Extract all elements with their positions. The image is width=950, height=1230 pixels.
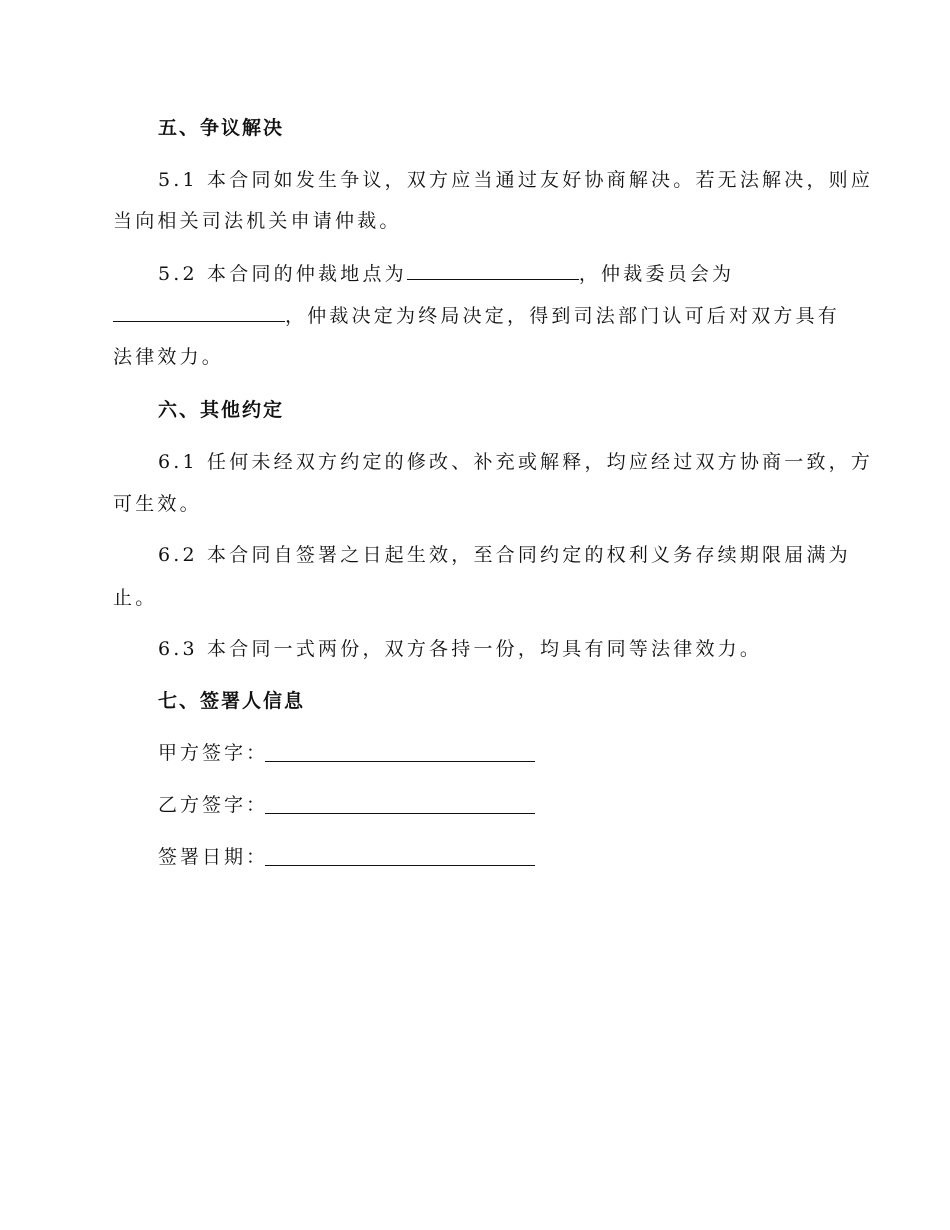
clause-5-1-line-2: 当向相关司法机关申请仲裁。 xyxy=(113,210,402,232)
party-b-signature-line[interactable] xyxy=(265,792,535,814)
clause-5-1-line-1: 5.1 本合同如发生争议，双方应当通过友好协商解决。若无法解决，则应 xyxy=(158,169,874,191)
clause-6-2-line-1: 6.2 本合同自签署之日起生效，至合同约定的权利义务存续期限届满为 xyxy=(158,544,851,566)
clause-5-2-line-1 xyxy=(158,261,734,286)
clause-6-2-line-2: 止。 xyxy=(113,587,158,609)
party-a-signature-label: 甲方签字： xyxy=(158,742,269,764)
clause-5-2-prefix: 5.2 本合同的仲裁地点为 xyxy=(158,263,407,285)
signing-date-line[interactable] xyxy=(265,844,535,866)
section-7-heading: 七、签署人信息 xyxy=(158,690,306,712)
party-a-signature-line[interactable] xyxy=(265,740,535,762)
arbitration-committee-blank xyxy=(113,303,285,322)
clause-5-2-mid: ，仲裁委员会为 xyxy=(578,263,735,285)
section-6-heading: 六、其他约定 xyxy=(158,399,285,421)
section-5-heading: 五、争议解决 xyxy=(158,117,285,139)
signing-date-label: 签署日期： xyxy=(158,846,269,868)
clause-5-2-line-2 xyxy=(113,303,840,328)
party-b-signature-label: 乙方签字： xyxy=(158,794,269,816)
clause-6-1-line-2: 可生效。 xyxy=(113,493,202,515)
clause-6-3: 6.3 本合同一式两份，双方各持一份，均具有同等法律效力。 xyxy=(158,638,763,660)
arbitration-place-blank xyxy=(407,261,579,280)
clause-5-2-line-3: 法律效力。 xyxy=(113,346,225,368)
clause-6-1-line-1: 6.1 任何未经双方约定的修改、补充或解释，均应经过双方协商一致，方 xyxy=(158,451,874,473)
clause-5-2-line-2-text: ，仲裁决定为终局决定，得到司法部门认可后对双方具有 xyxy=(285,305,841,327)
